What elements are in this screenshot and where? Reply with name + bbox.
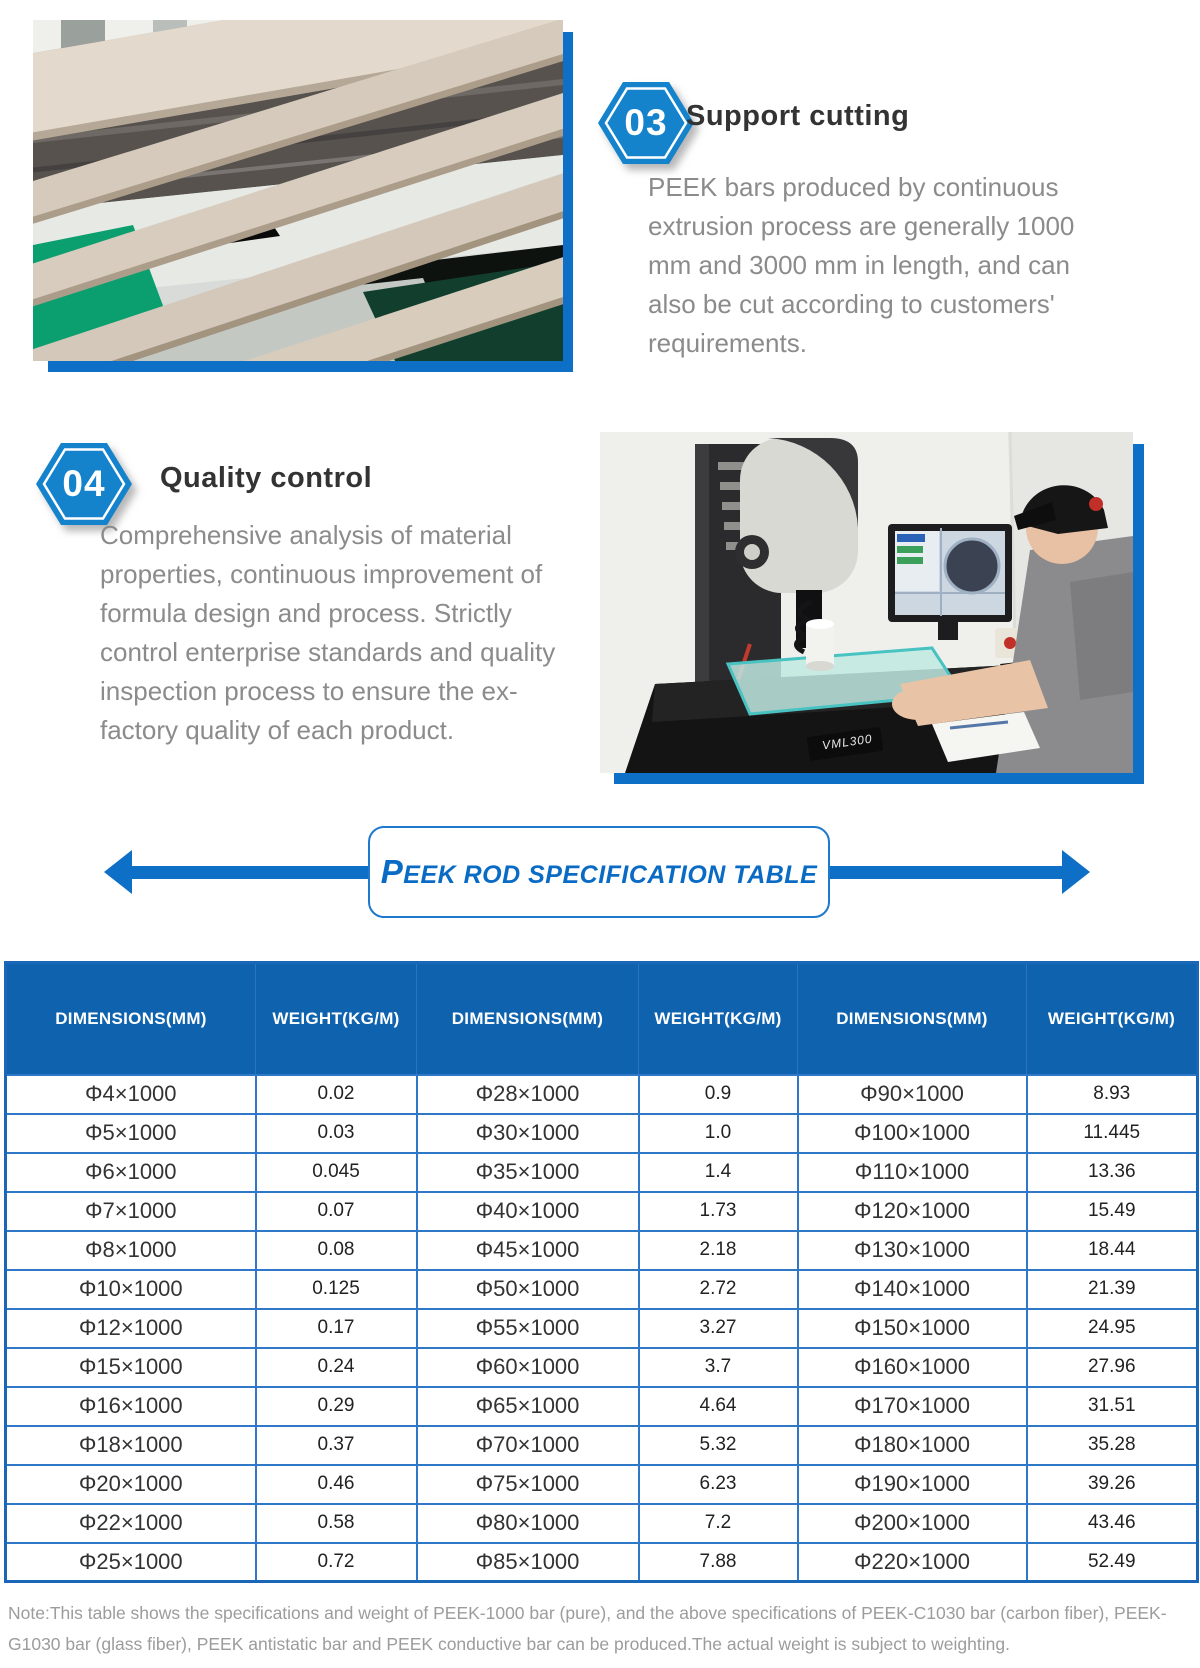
weight-cell: 3.7 bbox=[639, 1348, 798, 1387]
table-row bbox=[6, 1153, 1198, 1192]
section-title-support-cutting: Support cutting bbox=[686, 100, 910, 132]
dimension-cell: Φ8×1000 bbox=[6, 1231, 256, 1270]
table-footnote: Note:This table shows the specifications and weight of PEEK-1000 bar (pure), and the above specifications of PEEK-C1030 bar (carbon fiber), PEEK-G1030 bar (glass fiber), PEEK antistatic bar and PEEK conductive bar can be produced.The actual weight is subject to weighting. bbox=[8, 1603, 1167, 1654]
weight-cell: 1.0 bbox=[639, 1114, 798, 1153]
weight-cell: 39.26 bbox=[1027, 1465, 1198, 1504]
table-row bbox=[6, 1504, 1198, 1543]
machine-model-label: VML300 bbox=[821, 731, 874, 753]
weight-cell: 35.28 bbox=[1027, 1426, 1198, 1465]
table-banner bbox=[368, 826, 830, 918]
dimension-cell: Φ110×1000 bbox=[798, 1153, 1027, 1192]
weight-cell: 11.445 bbox=[1027, 1114, 1198, 1153]
weight-cell: 0.17 bbox=[256, 1309, 417, 1348]
dimension-cell: Φ85×1000 bbox=[417, 1543, 639, 1582]
dimension-cell: Φ75×1000 bbox=[417, 1465, 639, 1504]
column-header: DIMENSIONS(MM) bbox=[417, 963, 639, 1075]
weight-cell: 1.4 bbox=[639, 1153, 798, 1192]
photo2-accent-bar-bottom bbox=[614, 773, 1144, 784]
dimension-cell: Φ50×1000 bbox=[417, 1270, 639, 1309]
weight-cell: 6.23 bbox=[639, 1465, 798, 1504]
dimension-cell: Φ130×1000 bbox=[798, 1231, 1027, 1270]
step-badge-03 bbox=[598, 79, 694, 167]
spec-table-header-row bbox=[6, 963, 1198, 1075]
table-row bbox=[6, 1309, 1198, 1348]
weight-cell: 31.51 bbox=[1027, 1387, 1198, 1426]
column-header: WEIGHT(KG/M) bbox=[1027, 963, 1198, 1075]
photo1-accent-bar-right bbox=[562, 32, 573, 372]
dimension-cell: Φ12×1000 bbox=[6, 1309, 256, 1348]
dimension-cell: Φ80×1000 bbox=[417, 1504, 639, 1543]
weight-cell: 21.39 bbox=[1027, 1270, 1198, 1309]
dimension-cell: Φ150×1000 bbox=[798, 1309, 1027, 1348]
weight-cell: 0.07 bbox=[256, 1192, 417, 1231]
quality-inspection-illustration bbox=[600, 432, 1133, 773]
weight-cell: 0.9 bbox=[639, 1075, 798, 1114]
dimension-cell: Φ120×1000 bbox=[798, 1192, 1027, 1231]
section-body-support-cutting: PEEK bars produced by continuous extrusion process are generally 1000 mm and 3000 mm in length, and can also be cut according to customers' requirements. bbox=[648, 172, 1075, 358]
table-row bbox=[6, 1348, 1198, 1387]
dimension-cell: Φ170×1000 bbox=[798, 1387, 1027, 1426]
table-row bbox=[6, 1543, 1198, 1582]
dimension-cell: Φ18×1000 bbox=[6, 1426, 256, 1465]
weight-cell: 5.32 bbox=[639, 1426, 798, 1465]
weight-cell: 15.49 bbox=[1027, 1192, 1198, 1231]
column-header: DIMENSIONS(MM) bbox=[798, 963, 1027, 1075]
table-row bbox=[6, 1270, 1198, 1309]
right-arrow-bar bbox=[826, 866, 1064, 879]
weight-cell: 52.49 bbox=[1027, 1543, 1198, 1582]
dimension-cell: Φ200×1000 bbox=[798, 1504, 1027, 1543]
table-row bbox=[6, 1231, 1198, 1270]
spec-table-body bbox=[6, 1075, 1198, 1582]
dimension-cell: Φ15×1000 bbox=[6, 1348, 256, 1387]
section-title-quality-control: Quality control bbox=[160, 462, 373, 494]
column-header: DIMENSIONS(MM) bbox=[6, 963, 256, 1075]
weight-cell: 2.18 bbox=[639, 1231, 798, 1270]
dimension-cell: Φ160×1000 bbox=[798, 1348, 1027, 1387]
weight-cell: 0.72 bbox=[256, 1543, 417, 1582]
step-number: 04 bbox=[62, 463, 106, 504]
dimension-cell: Φ45×1000 bbox=[417, 1231, 639, 1270]
weight-cell: 27.96 bbox=[1027, 1348, 1198, 1387]
right-arrow-icon bbox=[1062, 850, 1090, 894]
weight-cell: 7.88 bbox=[639, 1543, 798, 1582]
dimension-cell: Φ220×1000 bbox=[798, 1543, 1027, 1582]
weight-cell: 13.36 bbox=[1027, 1153, 1198, 1192]
dimension-cell: Φ190×1000 bbox=[798, 1465, 1027, 1504]
dimension-cell: Φ140×1000 bbox=[798, 1270, 1027, 1309]
section-body-quality-control: Comprehensive analysis of material properties, continuous improvement of formula design and process. Strictly control enterprise standards and quality inspection process to ensure the ex-factory quality of each product. bbox=[100, 520, 556, 745]
dimension-cell: Φ70×1000 bbox=[417, 1426, 639, 1465]
peek-rods-photo bbox=[33, 20, 563, 361]
table-row bbox=[6, 1426, 1198, 1465]
table-row bbox=[6, 1192, 1198, 1231]
step-badge-04 bbox=[36, 440, 132, 528]
weight-cell: 18.44 bbox=[1027, 1231, 1198, 1270]
table-row bbox=[6, 1075, 1198, 1114]
dimension-cell: Φ30×1000 bbox=[417, 1114, 639, 1153]
weight-cell: 0.29 bbox=[256, 1387, 417, 1426]
weight-cell: 2.72 bbox=[639, 1270, 798, 1309]
weight-cell: 0.03 bbox=[256, 1114, 417, 1153]
photo1-accent-bar-bottom bbox=[48, 361, 573, 372]
weight-cell: 0.24 bbox=[256, 1348, 417, 1387]
weight-cell: 4.64 bbox=[639, 1387, 798, 1426]
dimension-cell: Φ60×1000 bbox=[417, 1348, 639, 1387]
dimension-cell: Φ20×1000 bbox=[6, 1465, 256, 1504]
weight-cell: 24.95 bbox=[1027, 1309, 1198, 1348]
dimension-cell: Φ90×1000 bbox=[798, 1075, 1027, 1114]
dimension-cell: Φ55×1000 bbox=[417, 1309, 639, 1348]
weight-cell: 0.08 bbox=[256, 1231, 417, 1270]
dimension-cell: Φ16×1000 bbox=[6, 1387, 256, 1426]
dimension-cell: Φ5×1000 bbox=[6, 1114, 256, 1153]
weight-cell: 3.27 bbox=[639, 1309, 798, 1348]
weight-cell: 0.58 bbox=[256, 1504, 417, 1543]
weight-cell: 43.46 bbox=[1027, 1504, 1198, 1543]
dimension-cell: Φ7×1000 bbox=[6, 1192, 256, 1231]
table-row bbox=[6, 1114, 1198, 1153]
dimension-cell: Φ35×1000 bbox=[417, 1153, 639, 1192]
dimension-cell: Φ40×1000 bbox=[417, 1192, 639, 1231]
peek-rods-illustration bbox=[33, 20, 563, 361]
dimension-cell: Φ4×1000 bbox=[6, 1075, 256, 1114]
dimension-cell: Φ28×1000 bbox=[417, 1075, 639, 1114]
spec-table bbox=[4, 961, 1199, 1583]
weight-cell: 0.045 bbox=[256, 1153, 417, 1192]
dimension-cell: Φ10×1000 bbox=[6, 1270, 256, 1309]
dimension-cell: Φ100×1000 bbox=[798, 1114, 1027, 1153]
step-number: 03 bbox=[624, 102, 668, 143]
dimension-cell: Φ180×1000 bbox=[798, 1426, 1027, 1465]
photo2-accent-bar-right bbox=[1133, 444, 1144, 784]
weight-cell: 0.46 bbox=[256, 1465, 417, 1504]
dimension-cell: Φ65×1000 bbox=[417, 1387, 639, 1426]
column-header: WEIGHT(KG/M) bbox=[256, 963, 417, 1075]
weight-cell: 1.73 bbox=[639, 1192, 798, 1231]
column-header: WEIGHT(KG/M) bbox=[639, 963, 798, 1075]
dimension-cell: Φ22×1000 bbox=[6, 1504, 256, 1543]
weight-cell: 8.93 bbox=[1027, 1075, 1198, 1114]
quality-control-photo bbox=[600, 432, 1133, 773]
table-banner-title: PEEK ROD SPECIFICATION TABLE bbox=[380, 853, 818, 890]
left-arrow-bar bbox=[128, 866, 372, 879]
weight-cell: 0.02 bbox=[256, 1075, 417, 1114]
dimension-cell: Φ25×1000 bbox=[6, 1543, 256, 1582]
dimension-cell: Φ6×1000 bbox=[6, 1153, 256, 1192]
weight-cell: 0.125 bbox=[256, 1270, 417, 1309]
table-row bbox=[6, 1387, 1198, 1426]
table-row bbox=[6, 1465, 1198, 1504]
weight-cell: 7.2 bbox=[639, 1504, 798, 1543]
weight-cell: 0.37 bbox=[256, 1426, 417, 1465]
